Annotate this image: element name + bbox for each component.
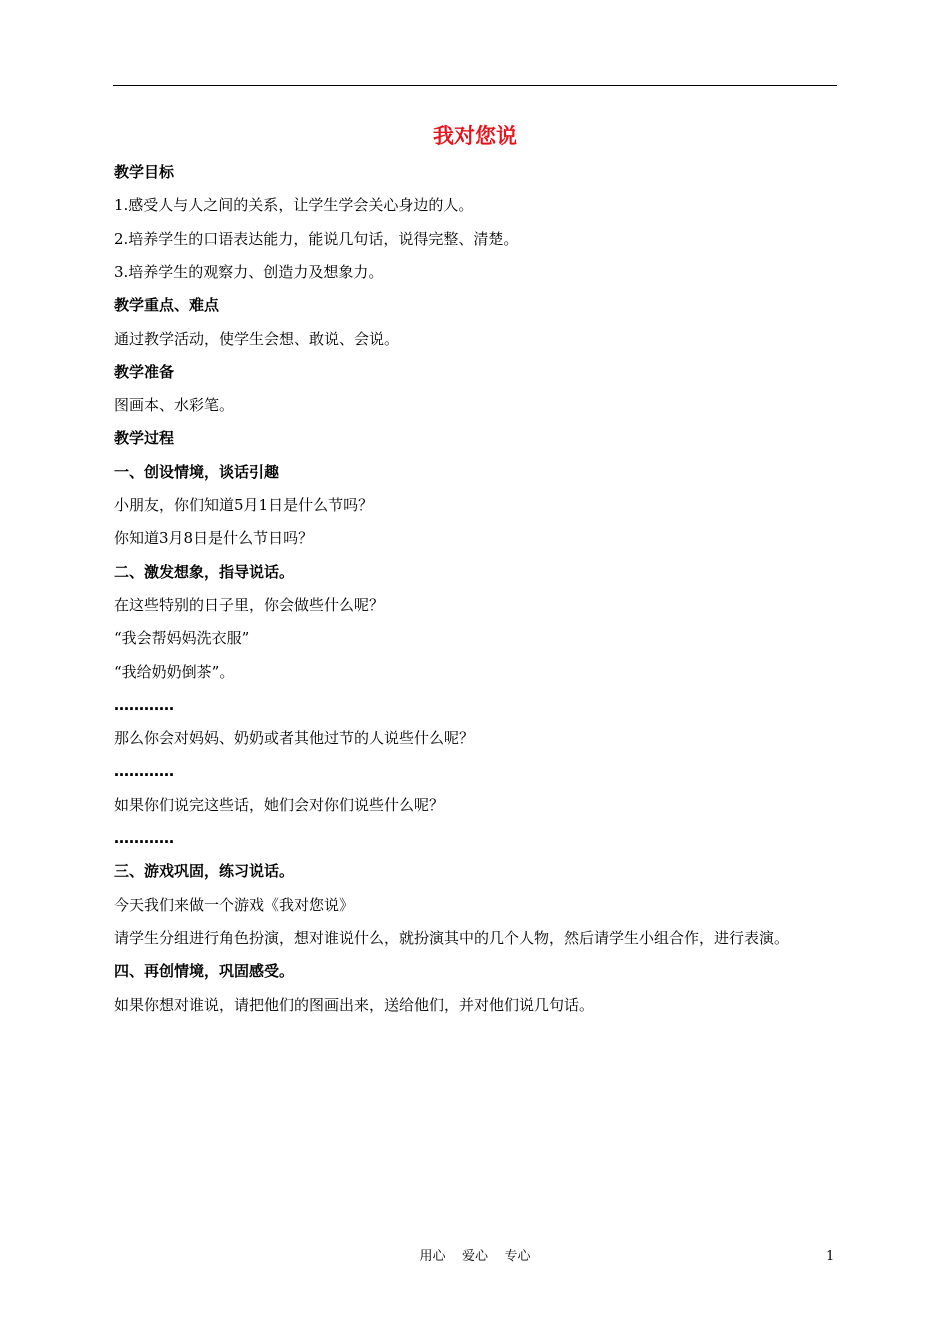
paragraph-line: “我给奶奶倒茶”。 — [114, 662, 235, 681]
paragraph-line: 今天我们来做一个游戏《我对您说》 — [114, 895, 355, 914]
section-heading: 教学重点、难点 — [114, 296, 220, 315]
section-heading: 三、游戏巩固，练习说话。 — [114, 862, 295, 881]
ellipsis-line: ………… — [114, 695, 174, 714]
paragraph-line: 如果你想对谁说，请把他们的图画出来，送给他们，并对他们说几句话。 — [114, 995, 595, 1014]
paragraph-line: 图画本、水彩笔。 — [114, 396, 235, 415]
paragraph-line: 2.培养学生的口语表达能力，能说几句话，说得完整、清楚。 — [114, 229, 519, 248]
paragraph-line: 3.培养学生的观察力、创造力及想象力。 — [114, 262, 384, 281]
page-number: 1 — [826, 1249, 835, 1264]
section-heading: 教学准备 — [114, 362, 175, 381]
section-heading: 教学过程 — [114, 429, 175, 448]
paragraph-line: 通过教学活动，使学生会想、敢说、会说。 — [114, 329, 400, 348]
ellipsis-line: ………… — [114, 762, 174, 781]
footer-motto: 用心 爱心 专心 — [419, 1249, 531, 1264]
paragraph-line: “我会帮妈妈洗衣服” — [114, 629, 250, 648]
paragraph-line: 1.感受人与人之间的关系，让学生学会关心身边的人。 — [114, 196, 474, 215]
section-heading: 四、再创情境，巩固感受。 — [114, 962, 295, 981]
paragraph-line: 你知道3月8日是什么节日吗？ — [114, 529, 314, 548]
paragraph-line: 小朋友，你们知道5月1日是什么节吗？ — [114, 496, 374, 514]
ellipsis-line: ………… — [114, 829, 174, 847]
section-heading: 一、创设情境，谈话引趣 — [114, 462, 280, 481]
section-heading: 二、激发想象，指导说话。 — [114, 562, 295, 581]
paragraph-line: 那么你会对妈妈、奶奶或者其他过节的人说些什么呢？ — [114, 729, 475, 748]
paragraph-line: 如果你们说完这些话，她们会对你们说些什么呢？ — [114, 795, 445, 814]
header-rule — [113, 85, 837, 86]
paragraph-line: 请学生分组进行角色扮演，想对谁说什么，就扮演其中的几个人物，然后请学生小组合作，进行表演。 — [114, 928, 790, 947]
section-heading: 教学目标 — [114, 163, 175, 181]
paragraph-line: 在这些特别的日子里，你会做些什么呢？ — [114, 595, 385, 614]
document-title: 我对您说 — [433, 124, 517, 148]
